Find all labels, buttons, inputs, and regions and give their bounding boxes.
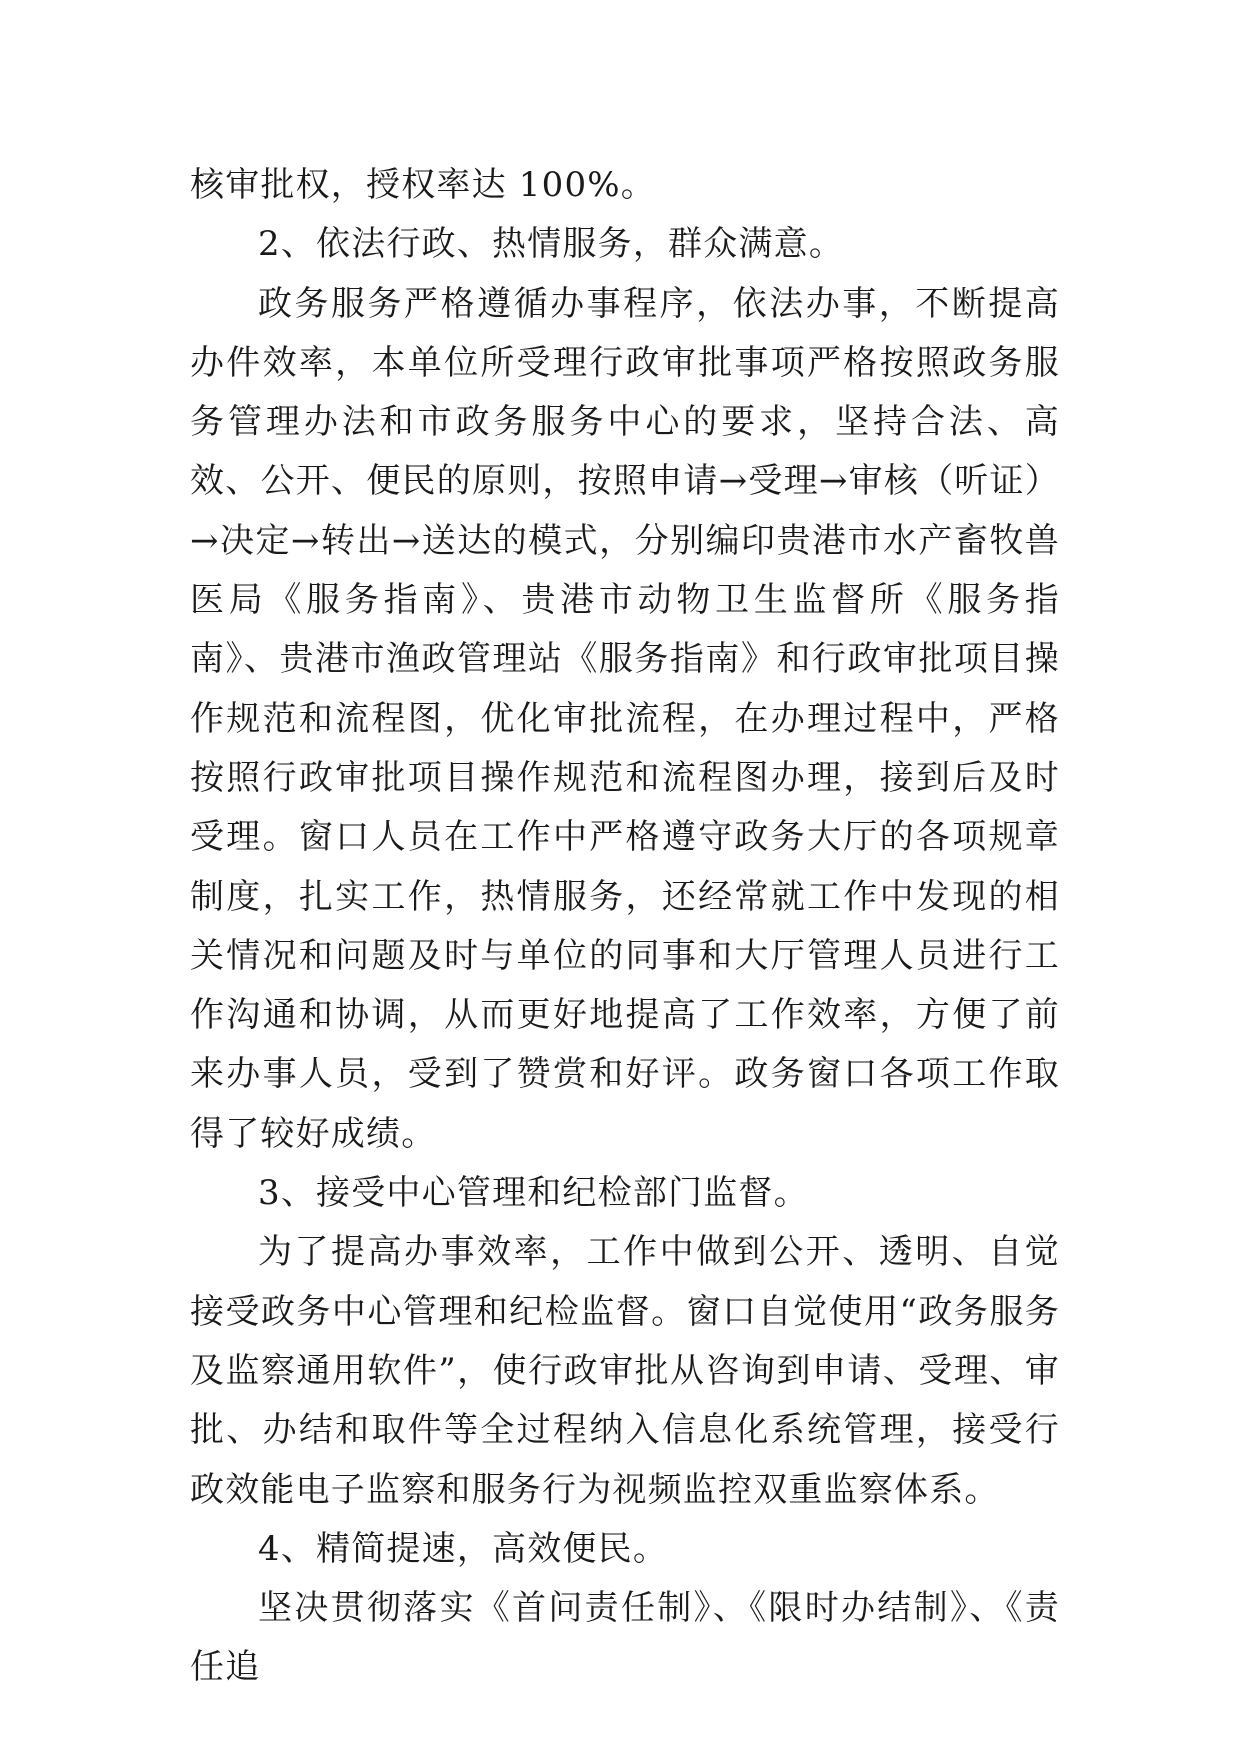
paragraph-continuation: 核审批权，授权率达 100%。 (190, 165, 657, 205)
section-heading-4: 4、精简提速，高效便民。 (258, 1528, 669, 1569)
paragraph-supervision: 为了提高办事效率，工作中做到公开、透明、自觉接受政务中心管理和纪检监督。窗口自觉使用“政务服务及监察通用软件”，使行政审批从咨询到申请、受理、审批、办结和取件等全过程纳入信息化系统管理，接受行政效能电子监察和服务行为视频监控双重监察体系。 (190, 1232, 1060, 1510)
section-heading-2: 2、依法行政、热情服务，群众满意。 (258, 224, 845, 265)
paragraph-implementation: 坚决贯彻落实《首问责任制》、《限时办结制》、《责任追 (190, 1588, 1060, 1688)
document-body (190, 156, 1060, 1698)
paragraph-service-procedure: 政务服务严格遵循办事程序，依法办事，不断提高办件效率，本单位所受理行政审批事项严格按照政务服务管理办法和市政务服务中心的要求，坚持合法、高效、公开、便民的原则，按照申请→受理→审核（听证）→决定→转出→送达的模式，分别编印贵港市水产畜牧兽医局《服务指南》、贵港市动物卫生监督所《服务指南》、贵港市渔政管理站《服务指南》和行政审批项目操作规范和流程图，优化审批流程，在办理过程中，严格按照行政审批项目操作规范和流程图办理，接到后及时受理。窗口人员在工作中严格遵守政务大厅的各项规章制度，扎实工作，热情服务，还经常就工作中发现的相关情况和问题及时与单位的同事和大厅管理人员进行工作沟通和协调，从而更好地提高了工作效率，方便了前来办事人员，受到了赞赏和好评。政务窗口各项工作取得了较好成绩。 (190, 283, 1060, 1154)
section-heading-3: 3、接受中心管理和纪检部门监督。 (258, 1173, 809, 1214)
